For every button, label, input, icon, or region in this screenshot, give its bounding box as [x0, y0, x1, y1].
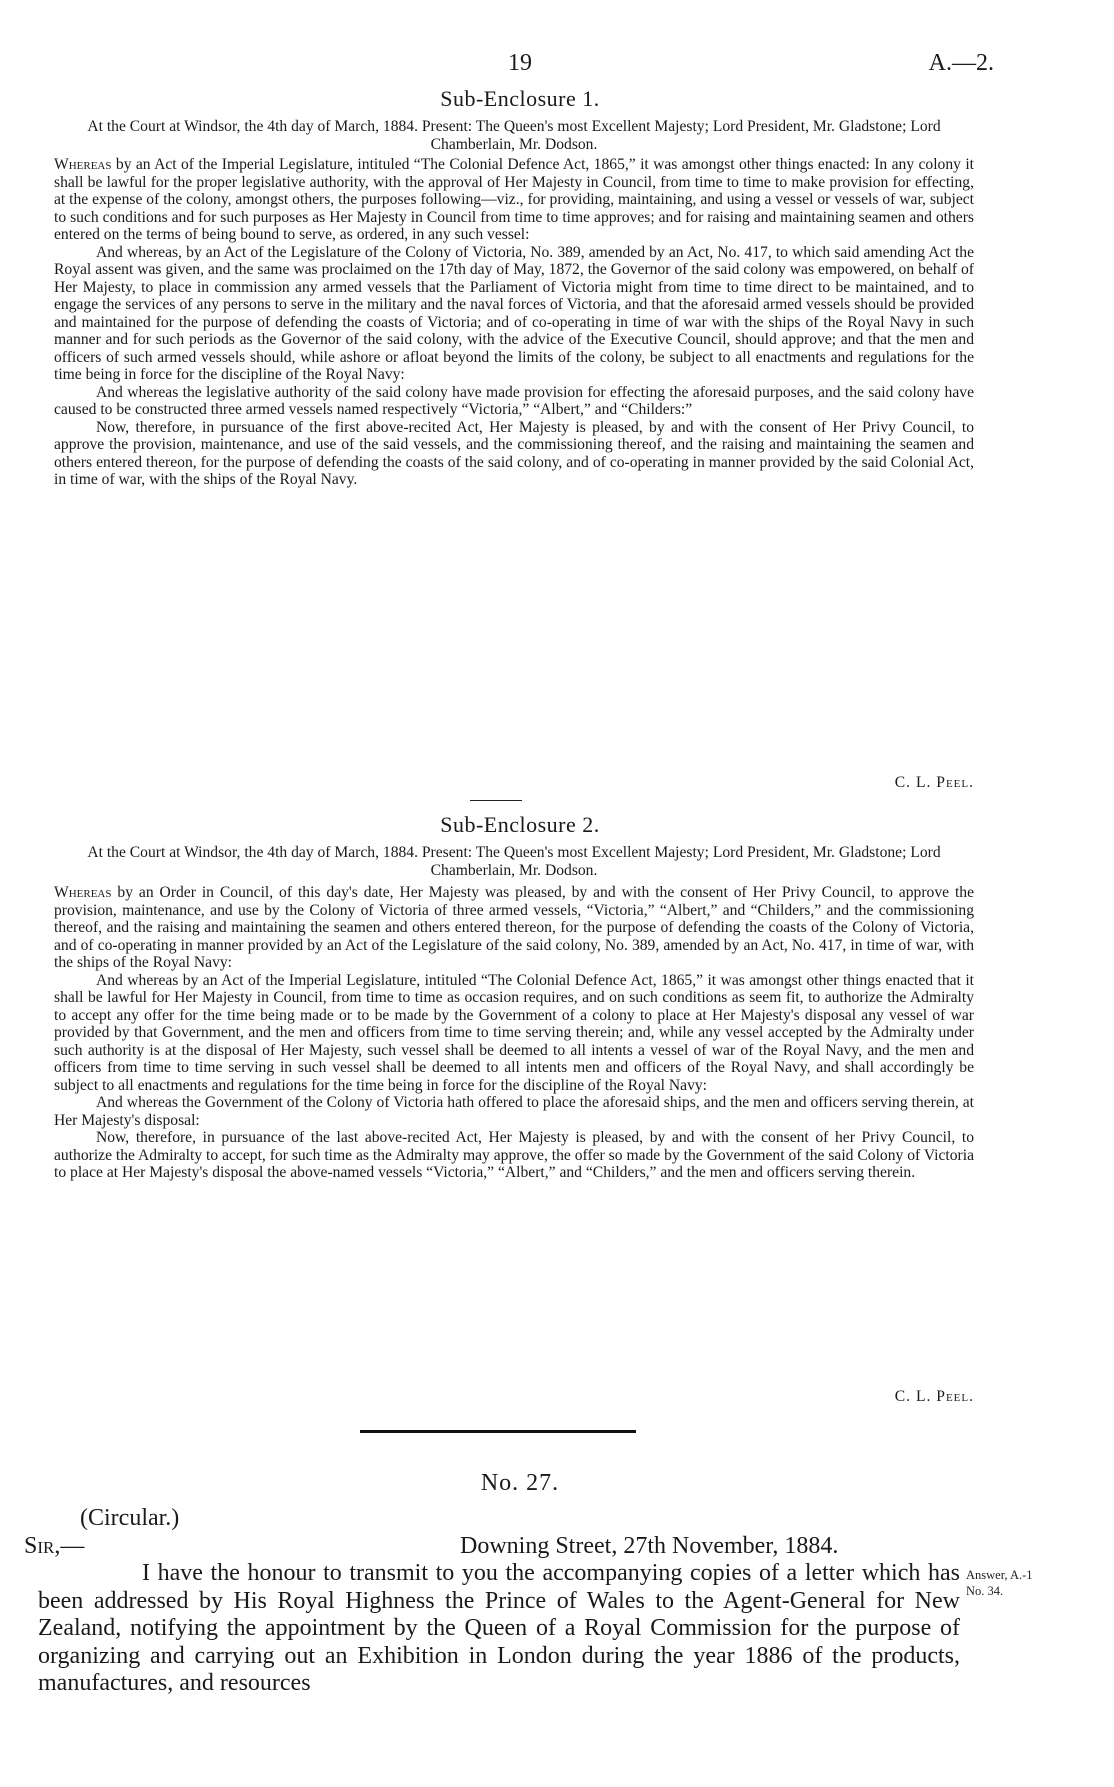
paragraph-text: by an Act of the Imperial Legislature, intituled “The Colonial Defence Act, 1865,” it was amongst other things enacted: In any colony it shall be lawful for the proper legislative authority, with the approval of Her Majesty in Council, from time to time to make provision for effecting, at the expense of the colony, amongst others, the purposes following—viz., for providing, maintaining, and using a vessel or vessels of war, subject to such conditions and for such purposes as Her Majesty in Council from time to time approves; and for raising and maintaining seamen and others entered on the terms of being bound to serve, as ordered, in any such vessel: [54, 156, 974, 243]
sub-enclosure-1-paragraph-2: And whereas, by an Act of the Legislature of the Colony of Victoria, No. 389, amended by an Act, No. 417, to which said amending Act the Royal assent was given, and the same was proclaimed on the 17th day of May, 1872, the Governor of the said colony was empowered, on behalf of Her Majesty, to place in commission any armed vessels that the Parliament of Victoria might from time to time direct to be maintained, and to engage the services of any persons to serve in the military and the naval forces of Victoria, and that the aforesaid armed vessels should be provided and maintained for the purpose of defending the coasts of Victoria; and of co-operating in time of war with the ships of the Royal Navy in such manner and for such periods as the Governor of the said colony, with the advice of the Executive Council, should approve; and that the men and officers of such armed vessels should, while ashore or afloat beyond the limits of the colony, be subject to all enactments and regulations for the time being in force for the discipline of the Royal Navy: [54, 243, 974, 383]
paragraph-text: by an Order in Council, of this day's date, Her Majesty was pleased, by and with the consent of Her Privy Council, to approve the provision, maintenance, and use by the Colony of Victoria of three armed vessels, “Victoria,” “Albert,” and “Childers,” and the commissioning thereof, and the raising and maintaining the seamen and others entered thereon, for the purpose of defending the coasts of the Colony of Victoria, and of co-operating in manner provided by an Act of the Legislature of the said colony, No. 389, amended by an Act, No. 417, in time of war, with the ships of the Royal Navy: [54, 884, 974, 971]
sub-enclosure-2-body [54, 884, 974, 1182]
sub-enclosure-1-paragraph-1 [54, 156, 974, 244]
lead-word: Whereas [54, 884, 112, 901]
sub-enclosure-2-paragraph-2: And whereas by an Act of the Imperial Legislature, intituled “The Colonial Defence Act, 1865,” it was amongst other things enacted that it shall be lawful for Her Majesty in Council, from time to time as occasion requires, and on such conditions as seem fit, to authorize the Admiralty to accept any offer for the time being made or to be made by the Government of a colony to place at Her Majesty's disposal any vessel of war provided by that Government, and the men and officers from time to time serving therein; and, while any vessel accepted by the Admiralty under such authority is at the disposal of Her Majesty, such vessel shall be deemed to all intents a vessel of war of the Royal Navy, and the men and officers from time to time serving in such vessel shall be deemed to all intents men and officers of the Royal Navy, and shall accordingly be subject to all enactments and regulations for the time being in force for the discipline of the Royal Navy: [54, 971, 974, 1094]
sub-enclosure-2-heading: Sub-Enclosure 2. [440, 812, 600, 837]
sub-enclosure-1-body [54, 156, 974, 489]
section-divider [470, 800, 522, 801]
circular-label: (Circular.) [80, 1505, 180, 1531]
sub-enclosure-2-paragraph-3: And whereas the Government of the Colony of Victoria hath offered to place the aforesaid ships, and the men and officers serving therein, at Her Majesty's disposal: [54, 1094, 974, 1129]
letter-number-heading: No. 27. [480, 1470, 560, 1496]
sub-enclosure-2-court-line: At the Court at Windsor, the 4th day of March, 1884. Present: The Queen's most Excellent Majesty; Lord President, Mr. Gladstone; Lord Chamberlain, Mr. Dodson. [87, 844, 941, 879]
document-reference: A.—2. [928, 50, 994, 76]
sub-enclosure-1-paragraph-4: Now, therefore, in pursuance of the first above-recited Act, Her Majesty is pleased, by and with the consent of Her Privy Council, to approve the provision, maintenance, and use of the said vessels, and the commissioning thereof, and the raising and maintaining the seamen and others entered thereon, for the purpose of defending the coasts of the said colony, and of co-operating in manner provided by the said Colonial Act, in time of war, with the ships of the Royal Navy. [54, 418, 974, 488]
letter-paragraph: I have the honour to transmit to you the accompanying copies of a letter which has been addressed by His Royal Highness the Prince of Wales to the Agent-General for New Zealand, notifying the appointment by the Queen of a Royal Commission for the purpose of organizing and carrying out an Exhibition in London during the year 1886 of the products, manufactures, and resources [38, 1560, 960, 1696]
sub-enclosure-2-signature: C. L. Peel. [894, 1388, 974, 1405]
sub-enclosure-2-paragraph-4: Now, therefore, in pursuance of the last above-recited Act, Her Majesty is pleased, by and with the consent of her Privy Council, to authorize the Admiralty to accept, for such time as the Admiralty may approve, the offer so made by the Government of the said Colony of Victoria to place at Her Majesty's disposal the above-named vessels “Victoria,” “Albert,” and “Childers,” and the men and officers serving therein. [54, 1129, 974, 1181]
dateline: Downing Street, 27th November, 1884. [460, 1533, 839, 1559]
sub-enclosure-1-signature: C. L. Peel. [894, 774, 974, 791]
sub-enclosure-1-court-line: At the Court at Windsor, the 4th day of March, 1884. Present: The Queen's most Excellent Majesty; Lord President, Mr. Gladstone; Lord Chamberlain, Mr. Dodson. [87, 118, 941, 153]
sub-enclosure-1-heading: Sub-Enclosure 1. [440, 86, 600, 111]
letter-body [38, 1560, 960, 1698]
margin-note-answer: Answer, A.-1 [966, 1568, 1033, 1582]
sub-enclosure-2-paragraph-1 [54, 884, 974, 972]
salutation: Sir,— [24, 1533, 85, 1559]
sub-enclosure-1-paragraph-3: And whereas the legislative authority of the said colony have made provision for effecting the aforesaid purposes, and the said colony have caused to be constructed three armed vessels named respectively “Victoria,” “Albert,” and “Childers:” [54, 383, 974, 418]
margin-note-number: No. 34. [966, 1584, 1004, 1598]
page-number: 19 [508, 50, 532, 76]
section-divider-thick [360, 1430, 636, 1433]
lead-word: Whereas [54, 156, 112, 173]
